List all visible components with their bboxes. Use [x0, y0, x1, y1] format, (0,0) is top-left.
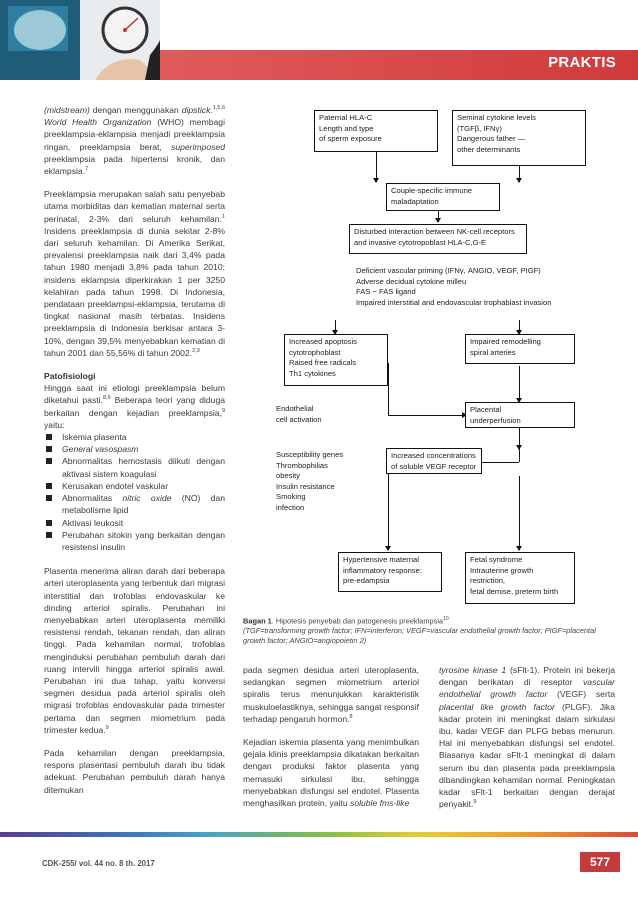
box-line: Raised free radicals	[289, 358, 357, 367]
box-fetal-syndrome	[465, 552, 575, 604]
citation: 9	[221, 407, 225, 414]
list-item-text: nitric oxide	[122, 493, 172, 504]
text-run: yaitu:	[44, 419, 65, 430]
paragraph	[44, 382, 225, 431]
list-item-text: Iskemia plasenta	[62, 432, 127, 443]
list-item	[44, 431, 225, 443]
text-line: FAS − FAS ligand	[356, 287, 416, 296]
box-line: (TGFβ, IFNγ)	[457, 123, 502, 133]
list-item-text: Aktivasi leukosit	[62, 517, 124, 528]
citation: 8,9	[102, 395, 111, 402]
box-line: pre-edampsia	[343, 576, 390, 585]
text-line: infection	[276, 502, 305, 512]
text-run: tyrosine kinase 1	[439, 665, 507, 675]
text-run: Hingga saat ini etiologi preeklampsia belum diketahui pasti.	[44, 383, 225, 406]
box-line: cytotrophoblast	[289, 347, 341, 357]
box-line: Fetal syndrome	[470, 555, 523, 564]
text-line: Smoking	[276, 492, 306, 501]
list-item-text: Kerusakan endotel vaskular	[62, 480, 169, 491]
text-line: Impaired interstitial and endovascular trophablast invasion	[356, 297, 552, 307]
list-item-text: Abnormalitas hemostasis diikuti dengan aktivasi sistem koagulasi	[62, 456, 225, 479]
box-line: Increased concentrations	[391, 451, 476, 460]
box-line: Placental	[470, 405, 502, 414]
box-line: Hypertensive maternal	[343, 555, 419, 564]
text-run: (VEGF) serta	[547, 689, 615, 700]
bullet-square-icon	[46, 446, 52, 452]
box-line: Th1 cytokines	[289, 368, 336, 378]
citation: 7	[85, 166, 89, 173]
caption-abbreviations: (TGF=transforming growth factor; IFN=interferon; VEGF=vascular endothelial growth factor; PIGF=placental growth factor; ANGIO=angiopoietin 2)	[243, 626, 596, 646]
box-couple-specific	[386, 183, 500, 211]
figure-caption	[243, 614, 615, 646]
bullet-square-icon	[46, 532, 52, 538]
text-deficient-priming	[356, 266, 606, 308]
box-impaired-remodelling	[465, 334, 575, 364]
text-line: Susceptibility genes	[276, 450, 344, 459]
text-run: dipstick.	[181, 105, 213, 115]
text-run: Plasenta menerima aliran darah dari beberapa arteri uteroplasenta yang terbentuk dari migrasi interstitial dan trofoblas endovaskular ke dinding arteriol spiralis. Perubahan ini menyebabkan arteri uteroplasenta memiliki resistensi rendah, tekanan rendah, dan aliran tinggi. Pada kehamilan normal, trofoblas menginduksi perubahan pembuluh darah dari ruang intervili hingga arteriol spiralis awal. Perubahan ini dua tahap, yaitu konversi segmen desidua pada arteriol spiralis oleh migrasi trofoblas endovaskular pada trimester pertama dan segmen miometrium pada trimester kedua.	[44, 566, 225, 735]
citation: 2,3	[192, 348, 200, 354]
caption-title: . Hipotesis penyebab dan patogenesis preeklampsia	[271, 616, 444, 626]
bullet-square-icon	[46, 458, 52, 464]
box-line: Increased apoptosis	[289, 337, 357, 346]
connector-line	[388, 415, 465, 416]
text-run: preeklampsia pada hipertensi kronik, dan eklampsia.	[44, 153, 225, 177]
text-run: World Health Organization	[44, 117, 152, 128]
text-run: soluble fms-like	[350, 798, 410, 809]
paragraph: Pada kehamilan dengan preeklampsia, respons plasentasi pembuluh darah ibu tidak adekuat. Perubahan pembuluh darah hanya ditemukan	[44, 747, 225, 795]
box-increased-apoptosis	[284, 334, 388, 386]
journal-info: CDK-255/ vol. 44 no. 8 th. 2017	[42, 859, 155, 868]
box-line: inflammatory response:	[343, 565, 422, 575]
box-line: Length and type	[319, 123, 374, 133]
box-line: Disturbed interaction between NK-cell receptors	[354, 227, 515, 236]
box-line: restriction,	[470, 576, 506, 585]
citation: 9	[105, 724, 109, 731]
paragraph	[44, 104, 225, 177]
citation: 9	[473, 799, 477, 806]
citation: 8	[349, 713, 353, 720]
list-item	[44, 443, 225, 455]
bullet-square-icon	[46, 495, 52, 501]
citation: 10	[443, 616, 449, 622]
text-run: pada segmen desidua arteri uteroplasenta, sedangkan segmen miometrium arteriol spiralis terus menunjukkan karakteristik muskuloelastiknya, sehingga sangat responsif terhadap pengaruh hormon.	[243, 665, 419, 724]
arrow-down-icon	[435, 218, 441, 223]
connector-line	[388, 363, 389, 415]
box-line: Dangerous father —	[457, 134, 526, 143]
text-run: Beberapa teori yang diduga berkaitan dengan kejadian preeklampsia,	[44, 395, 225, 418]
text-line: obesity	[276, 471, 301, 480]
right-column	[439, 664, 615, 821]
text-run: (PLGF). Jika kadar protein ini meningkat dalam sirkulasi ibu, kadar VEGF dan PLFG bebas menurun. Hal ini menyebabkan disfungsi sel endotel. Biasanya kadar sFlt-1 meningkat di dalam serum ibu dan plasenta pada preeklampsia dibandingkan kehamilan normal. Peningkatan kadar sFlt-1 berkaitan dengan derajat penyakit.	[439, 701, 615, 810]
text-run: vascular endothelial growth factor	[439, 677, 615, 700]
citation: 1,5,6	[212, 105, 225, 112]
list-item	[44, 492, 225, 516]
box-line: underperfusion	[470, 415, 521, 425]
arrow-down-icon	[373, 178, 379, 183]
footer-color-stripe	[0, 832, 638, 837]
text-run: (sFlt-1). Protein ini bekerja dengan berikatan di reseptor	[439, 665, 615, 688]
box-soluble-vegf	[386, 448, 482, 474]
arrow-down-icon	[516, 178, 522, 183]
box-line: and invasive cytotropoblast HLA-C,G-E	[354, 237, 487, 247]
paragraph	[243, 736, 419, 809]
list-item-text: General vasospasm	[62, 444, 139, 455]
arrow-down-icon	[516, 445, 522, 450]
citation: 1	[221, 213, 225, 220]
page-number: 577	[580, 852, 620, 872]
theory-list	[44, 431, 225, 553]
box-placental-underperfusion	[465, 402, 575, 428]
connector-line	[519, 448, 520, 462]
box-line: Paternal HLA-C	[319, 113, 373, 122]
paragraph	[439, 664, 615, 810]
connector-line	[519, 476, 520, 550]
paragraph	[44, 188, 225, 359]
text-endothelial-activation	[276, 404, 376, 425]
header-photo-blood-pressure	[0, 0, 160, 80]
box-line: fetal demise, preterm birth	[470, 586, 559, 596]
box-line: Impaired remodelling	[470, 337, 541, 346]
box-hypertensive-response	[338, 552, 442, 592]
list-item	[44, 517, 225, 529]
section-heading: Patofisiologi	[44, 371, 96, 382]
section-label: PRAKTIS	[548, 54, 616, 71]
text-run: Preeklampsia merupakan salah satu penyebab utama morbiditas dan kematian maternal serta perinatal, 2-3% dari seluruh kehamilan.	[44, 189, 225, 224]
caption-label: Bagan 1	[243, 616, 272, 626]
text-line: Adverse decidual cytokine milleu	[356, 276, 467, 286]
box-paternal-hla	[314, 110, 438, 152]
text-run: Insidens preeklampsia di dunia sekitar 2-8% dari seluruh kehamilan. Di Amerika Serikat, prevalensi preeklampsia naik dari 3,4% pada tahun 1980 menjadi 3,8% pada tahun 2010; insidens eklampsia diperkirakan 1 per 3250 kelahiran pada tahun 1998. Di Indonesia, pendataan preeklampsi-eklampsia, terutama di tingkat nasional masih terbatas. Insidens preeklampsia di Indonesia berkisar antara 3-10%, dengan 39,5% menyebabkan kematian di tahun 2001 dan 55,56% di tahun 2002.	[44, 225, 225, 358]
text-line: Endothelial	[276, 404, 314, 413]
text-susceptibility	[276, 450, 386, 513]
box-line: Intrauterine growth	[470, 565, 534, 575]
box-disturbed-interaction	[349, 224, 527, 254]
text-line: Insulin resistance	[276, 481, 335, 491]
text-run: superimposed	[171, 141, 225, 152]
middle-column	[243, 664, 419, 820]
box-line: Couple-specific immune	[391, 186, 473, 195]
text-run: (midstream)	[44, 105, 90, 115]
text-line: Thrombophilias	[276, 460, 328, 470]
paragraph	[243, 664, 419, 725]
connector-line	[388, 472, 389, 550]
text-line: cell activation	[276, 414, 322, 424]
box-line: maladaptation	[391, 196, 439, 206]
box-line: of soluble VEGF receptor	[391, 461, 477, 471]
list-item	[44, 455, 225, 479]
bullet-square-icon	[46, 434, 52, 440]
box-line: spiral arteries	[470, 347, 516, 357]
arrow-down-icon	[385, 546, 391, 551]
bullet-square-icon	[46, 483, 52, 489]
bullet-square-icon	[46, 520, 52, 526]
text-run: dengan menggunakan	[89, 105, 182, 115]
text-line: Deficient vascular priming (IFNγ, ANGIO, VEGF, PIGF)	[356, 266, 541, 275]
text-run: placental like growth factor	[439, 701, 555, 712]
box-line: Seminal cytokine levels	[457, 113, 536, 122]
list-item-text: Abnormalitas	[62, 493, 123, 504]
connector-line	[519, 366, 520, 402]
text-run: (WHO) membagi preeklampsia-eklampsia menjadi preeklampsia ringan, preeklampsia berat,	[44, 117, 225, 152]
box-line: other determinants	[457, 144, 521, 154]
text-run: Kejadian iskemia plasenta yang menimbulkan gejala klinis preeklampsia dikatakan berkaitan dengan produksi faktor plasenta yang memasuki sirkulasi ibu, sehingga menyebabkan disfungsi sel endotel. Plasenta menghasilkan protein, yaitu	[243, 737, 419, 809]
arrow-down-icon	[516, 546, 522, 551]
box-seminal-cytokine	[452, 110, 586, 166]
paragraph	[44, 565, 225, 736]
list-item-text: Perubahan sitokin yang berkaitan dengan resistensi insulin	[62, 529, 225, 552]
left-column	[44, 104, 225, 807]
list-item	[44, 480, 225, 492]
box-line: of sperm exposure	[319, 134, 382, 143]
list-item-text: (NO) dan metabolisme lipid	[62, 493, 226, 516]
list-item	[44, 529, 225, 553]
